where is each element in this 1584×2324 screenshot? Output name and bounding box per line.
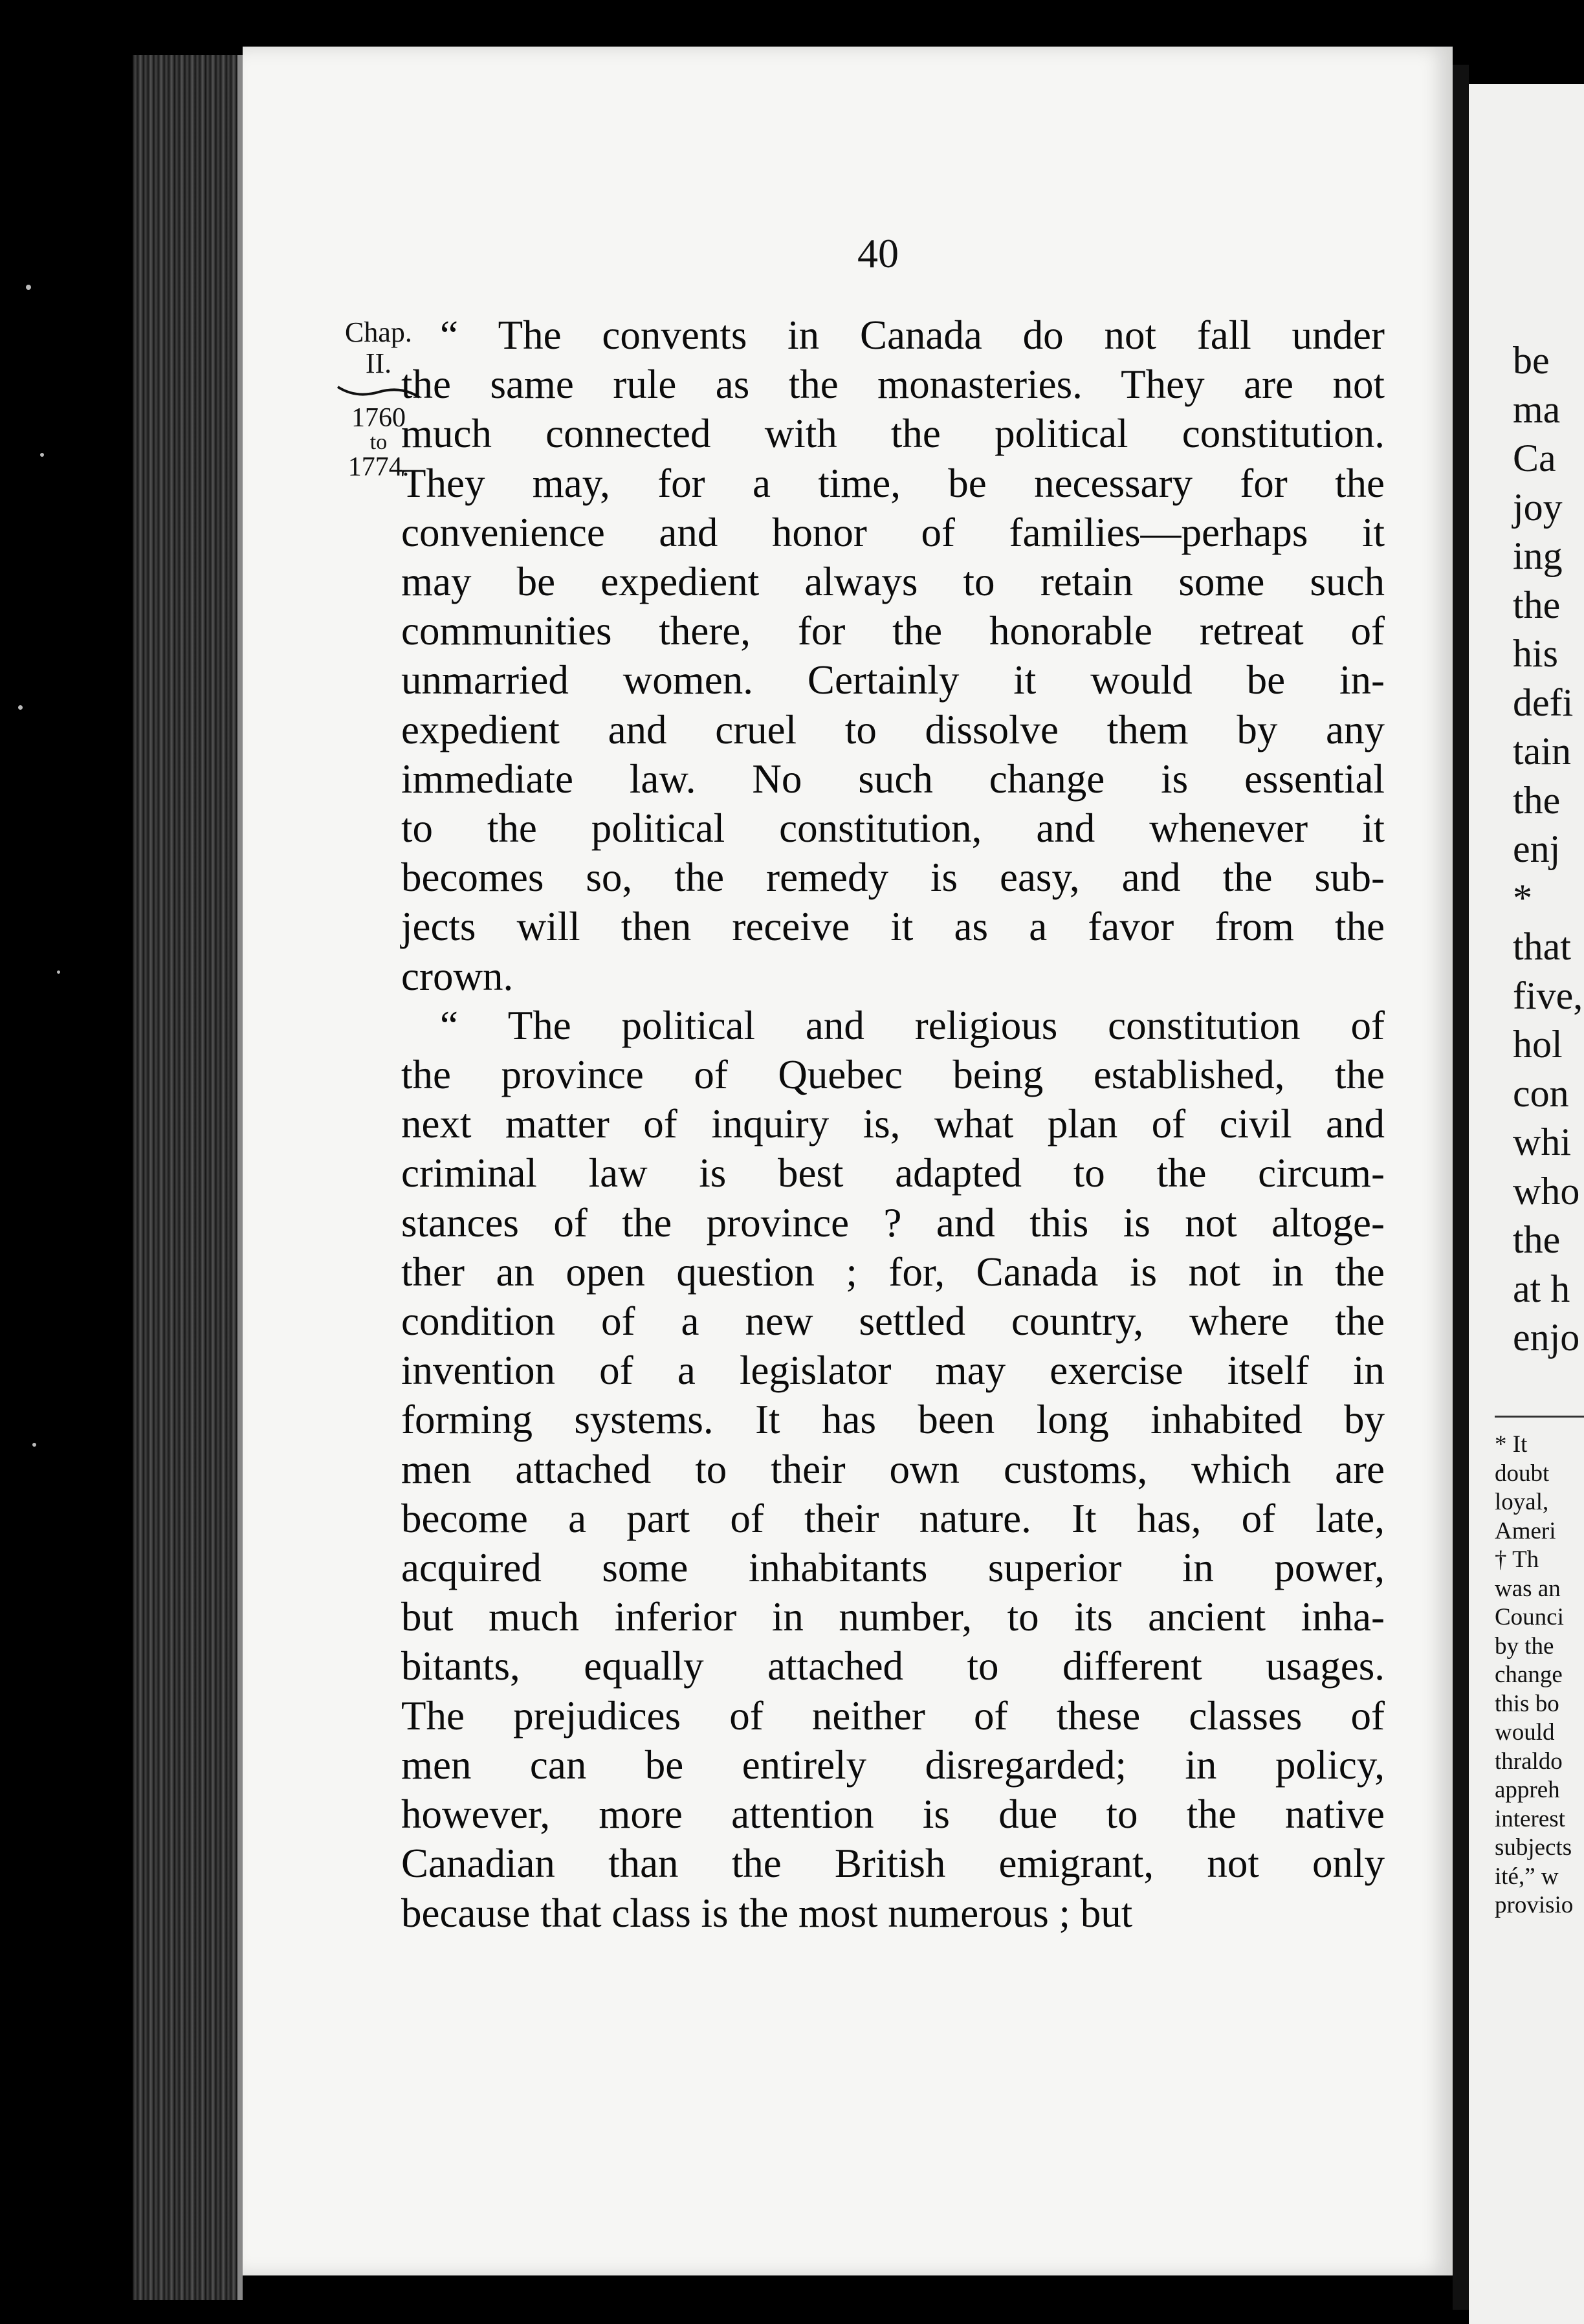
facing-text-line: ing <box>1513 534 1563 577</box>
text-line: immediate law. No such change is essential <box>401 756 1385 802</box>
facing-text-line: defi <box>1513 681 1574 724</box>
text-line: much connected with the political constitution. <box>401 411 1385 457</box>
facing-text-line: his <box>1513 632 1559 675</box>
facing-footnote-line: would <box>1495 1719 1555 1746</box>
text-line: invention of a legislator may exercise itself in <box>401 1348 1385 1394</box>
text-line: but much inferior in number, to its ancient inha- <box>401 1594 1385 1640</box>
text-line: condition of a new settled country, where the <box>401 1299 1385 1344</box>
text-line: expedient and cruel to dissolve them by any <box>401 707 1385 752</box>
facing-footnote-line: this bo <box>1495 1690 1559 1717</box>
facing-text-line: joy <box>1513 485 1563 529</box>
marginal-year-end: 1774. <box>347 452 410 482</box>
text-line: ther an open question ; for, Canada is not in the <box>401 1249 1385 1295</box>
dust-speck <box>32 1443 36 1447</box>
dust-speck <box>26 285 31 290</box>
text-line: men attached to their own customs, which are <box>401 1446 1385 1492</box>
dust-speck <box>57 970 60 974</box>
marginal-to: to <box>369 430 388 454</box>
facing-text-line: con <box>1513 1071 1569 1115</box>
text-line: become a part of their nature. It has, of late, <box>401 1495 1385 1541</box>
text-line: They may, for a time, be necessary for the <box>401 460 1385 506</box>
text-line: jects will then receive it as a favor from the <box>401 904 1385 950</box>
facing-text-line: enjo <box>1513 1316 1580 1359</box>
text-line: may be expedient always to retain some such <box>401 559 1385 605</box>
facing-text-line: at h <box>1513 1267 1570 1310</box>
facing-text-line: that <box>1513 925 1571 968</box>
facing-footnote-line: Ameri <box>1495 1517 1556 1544</box>
footnote-rule <box>1495 1416 1584 1418</box>
facing-text-line: five, <box>1513 974 1583 1017</box>
facing-page-footnotes <box>1495 1416 1584 1920</box>
facing-footnote-line: interest <box>1495 1805 1565 1832</box>
dust-speck <box>40 453 44 457</box>
marginal-chap-label: Chap. <box>345 316 412 348</box>
facing-text-line: enj <box>1513 828 1561 870</box>
text-line: “ The political and religious constitution of <box>440 1002 1385 1048</box>
facing-footnote-line: doubt <box>1495 1460 1550 1487</box>
facing-text-line: who <box>1513 1169 1580 1212</box>
page-stack-edge <box>133 55 243 2300</box>
text-line: next matter of inquiry is, what plan of civil and <box>401 1101 1385 1147</box>
text-line: stances of the province ? and this is not altoge- <box>401 1200 1385 1245</box>
text-line: unmarried women. Certainly it would be in- <box>401 657 1385 703</box>
facing-text-line: the <box>1513 1218 1561 1261</box>
facing-text-line: ma <box>1513 388 1561 431</box>
facing-footnote-line: change <box>1495 1661 1563 1688</box>
facing-footnote-line: * It <box>1495 1431 1528 1458</box>
marginal-chap-number: II. <box>365 347 392 379</box>
body-text <box>401 311 1385 1938</box>
facing-footnote-line: † Th <box>1495 1546 1539 1573</box>
facing-text-line: * <box>1513 876 1532 919</box>
facing-footnote-line: provisio <box>1495 1892 1574 1918</box>
text-line: communities there, for the honorable retreat of <box>401 608 1385 654</box>
text-line: however, more attention is due to the native <box>401 1792 1385 1837</box>
text-line: The prejudices of neither of these classes of <box>401 1693 1385 1738</box>
facing-footnote-line: ité,” w <box>1495 1863 1559 1890</box>
text-line: acquired some inhabitants superior in power, <box>401 1545 1385 1591</box>
facing-text-line: be <box>1513 339 1550 382</box>
text-line: “ The convents in Canada do not fall under <box>440 312 1385 358</box>
text-line: crown. <box>401 953 514 999</box>
text-line: the same rule as the monasteries. They are not <box>401 362 1385 408</box>
dust-speck <box>18 705 23 710</box>
marginal-year-start: 1760 <box>351 403 406 433</box>
text-line: because that class is the most numerous ; but <box>401 1890 1133 1936</box>
text-line: Canadian than the British emigrant, not only <box>401 1841 1385 1887</box>
facing-text-line: the <box>1513 583 1561 626</box>
facing-text-line: whi <box>1513 1121 1571 1163</box>
text-line: convenience and honor of families—perhaps it <box>401 509 1385 555</box>
facing-footnote-line: Counci <box>1495 1604 1564 1630</box>
facing-footnote-line: subjects <box>1495 1834 1572 1861</box>
text-line: criminal law is best adapted to the circum- <box>401 1150 1385 1196</box>
facing-text-line: hol <box>1513 1023 1563 1066</box>
book-gutter <box>1453 65 1469 2310</box>
facing-text-line: Ca <box>1513 437 1556 479</box>
facing-footnote-line: loyal, <box>1495 1489 1549 1515</box>
facing-page-fragment <box>1469 84 1584 2324</box>
text-line: bitants, equally attached to different usages. <box>401 1643 1385 1689</box>
facing-text-line: the <box>1513 778 1561 822</box>
facing-footnote-line: was an <box>1495 1575 1561 1602</box>
text-line: forming systems. It has been long inhabited by <box>401 1397 1385 1443</box>
facing-text-line: tain <box>1513 730 1571 773</box>
text-line: men can be entirely disregarded; in policy, <box>401 1742 1385 1788</box>
page-edge-highlight <box>237 55 243 2300</box>
text-line: the province of Quebec being established, the <box>401 1052 1385 1098</box>
facing-page-text <box>1513 336 1583 1363</box>
text-line: becomes so, the remedy is easy, and the sub- <box>401 855 1385 901</box>
facing-footnote-line: appreh <box>1495 1777 1560 1803</box>
page-number: 40 <box>857 230 899 276</box>
facing-footnote-line: by the <box>1495 1632 1554 1660</box>
facing-footnote-line: thraldo <box>1495 1748 1563 1775</box>
text-line: to the political constitution, and whenever it <box>401 806 1385 851</box>
